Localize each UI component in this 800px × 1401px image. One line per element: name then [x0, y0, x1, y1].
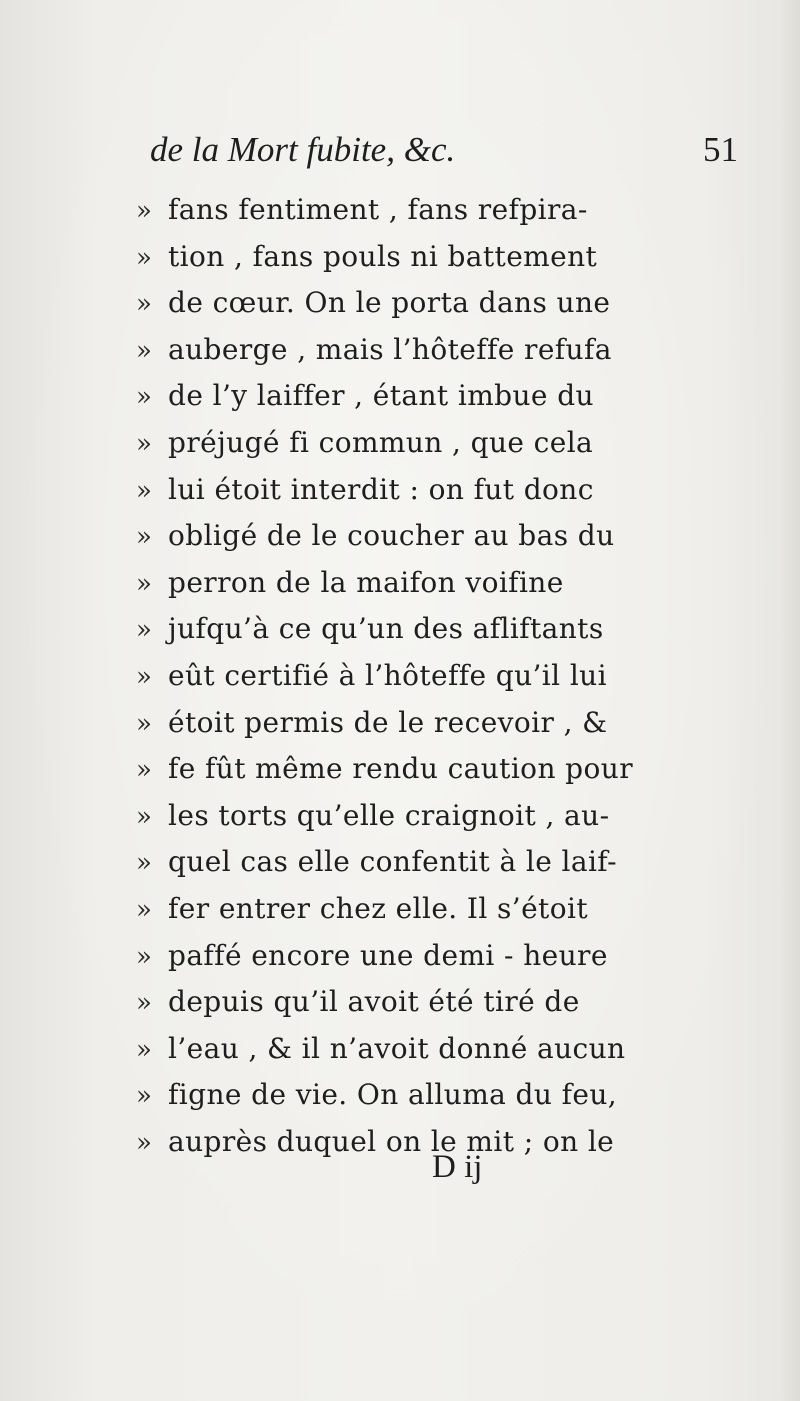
line-text: de l’y laiffer , étant imbue du [168, 379, 594, 413]
text-line [136, 234, 766, 281]
line-text: lui étoit interdit : on fut donc [168, 472, 594, 506]
line-text: l’eau , & il n’avoit donné aucun [168, 1031, 626, 1065]
quotation-mark: » [136, 196, 152, 226]
text-line [136, 513, 766, 560]
quotation-mark: » [136, 708, 152, 739]
text-line [136, 420, 766, 467]
text-line [136, 933, 766, 980]
line-text: obligé de le coucher au bas du [168, 519, 615, 553]
running-title: de la Mort fubite, &c. [150, 130, 456, 169]
line-text: auberge , mais l’hôteffe refufa [168, 332, 612, 366]
quotation-mark: » [136, 1081, 152, 1112]
line-text: tion , fans pouls ni battement [168, 239, 598, 273]
body-text [136, 187, 766, 1165]
line-text: préjugé fi commun , que cela [168, 425, 594, 459]
line-text: fer entrer chez elle. Il s’étoit [168, 891, 588, 925]
text-line [136, 979, 766, 1026]
quotation-mark: » [136, 801, 152, 832]
text-line [136, 653, 766, 700]
page-edge-shading [780, 0, 800, 1401]
line-text: quel cas elle confentit à le laif- [168, 845, 617, 879]
quotation-mark: » [136, 755, 152, 786]
quotation-mark: » [136, 894, 152, 925]
quotation-mark: » [136, 941, 152, 972]
quotation-mark: » [136, 382, 152, 413]
text-line [136, 746, 766, 793]
line-text: de cœur. On le porta dans une [168, 286, 611, 320]
line-text: eût certifié à l’hôteffe qu’il lui [168, 658, 607, 692]
text-line [136, 1072, 766, 1119]
text-line [136, 467, 766, 514]
text-line [136, 280, 766, 327]
line-text: fans fentiment , fans refpira- [168, 193, 588, 226]
quotation-mark: » [136, 475, 152, 506]
quotation-mark: » [136, 568, 152, 599]
line-text: fe fût même rendu caution pour [168, 752, 633, 786]
text-line [136, 187, 766, 234]
line-text: jufqu’à ce qu’un des afliftants [168, 612, 604, 646]
quotation-mark: » [136, 1127, 152, 1158]
quotation-mark: » [136, 1034, 152, 1065]
line-text: auprès duquel on le mit ; on le [168, 1124, 615, 1158]
text-line [136, 560, 766, 607]
quotation-mark: » [136, 335, 152, 366]
quotation-mark: » [136, 615, 152, 646]
signature-mark: D ij [432, 1149, 483, 1185]
text-line [136, 327, 766, 374]
line-text: figne de vie. On alluma du feu, [168, 1078, 618, 1112]
page-number: 51 [703, 130, 738, 169]
quotation-mark: » [136, 988, 152, 1019]
line-text: les torts qu’elle craignoit , au- [168, 798, 610, 832]
text-line [136, 839, 766, 886]
page-header [150, 128, 750, 172]
line-text: depuis qu’il avoit été tiré de [168, 985, 580, 1019]
text-line [136, 373, 766, 420]
line-text: paffé encore une demi - heure [168, 938, 608, 972]
text-line [136, 793, 766, 840]
quotation-mark: » [136, 522, 152, 553]
text-line [136, 886, 766, 933]
quotation-mark: » [136, 848, 152, 879]
line-text: étoit permis de le recevoir , & [168, 705, 608, 739]
text-line [136, 1026, 766, 1073]
text-line [136, 700, 766, 747]
quotation-mark: » [136, 289, 152, 320]
line-text: perron de la maifon voifine [168, 565, 564, 599]
text-line [136, 606, 766, 653]
quotation-mark: » [136, 242, 152, 273]
quotation-mark: » [136, 661, 152, 692]
quotation-mark: » [136, 428, 152, 459]
